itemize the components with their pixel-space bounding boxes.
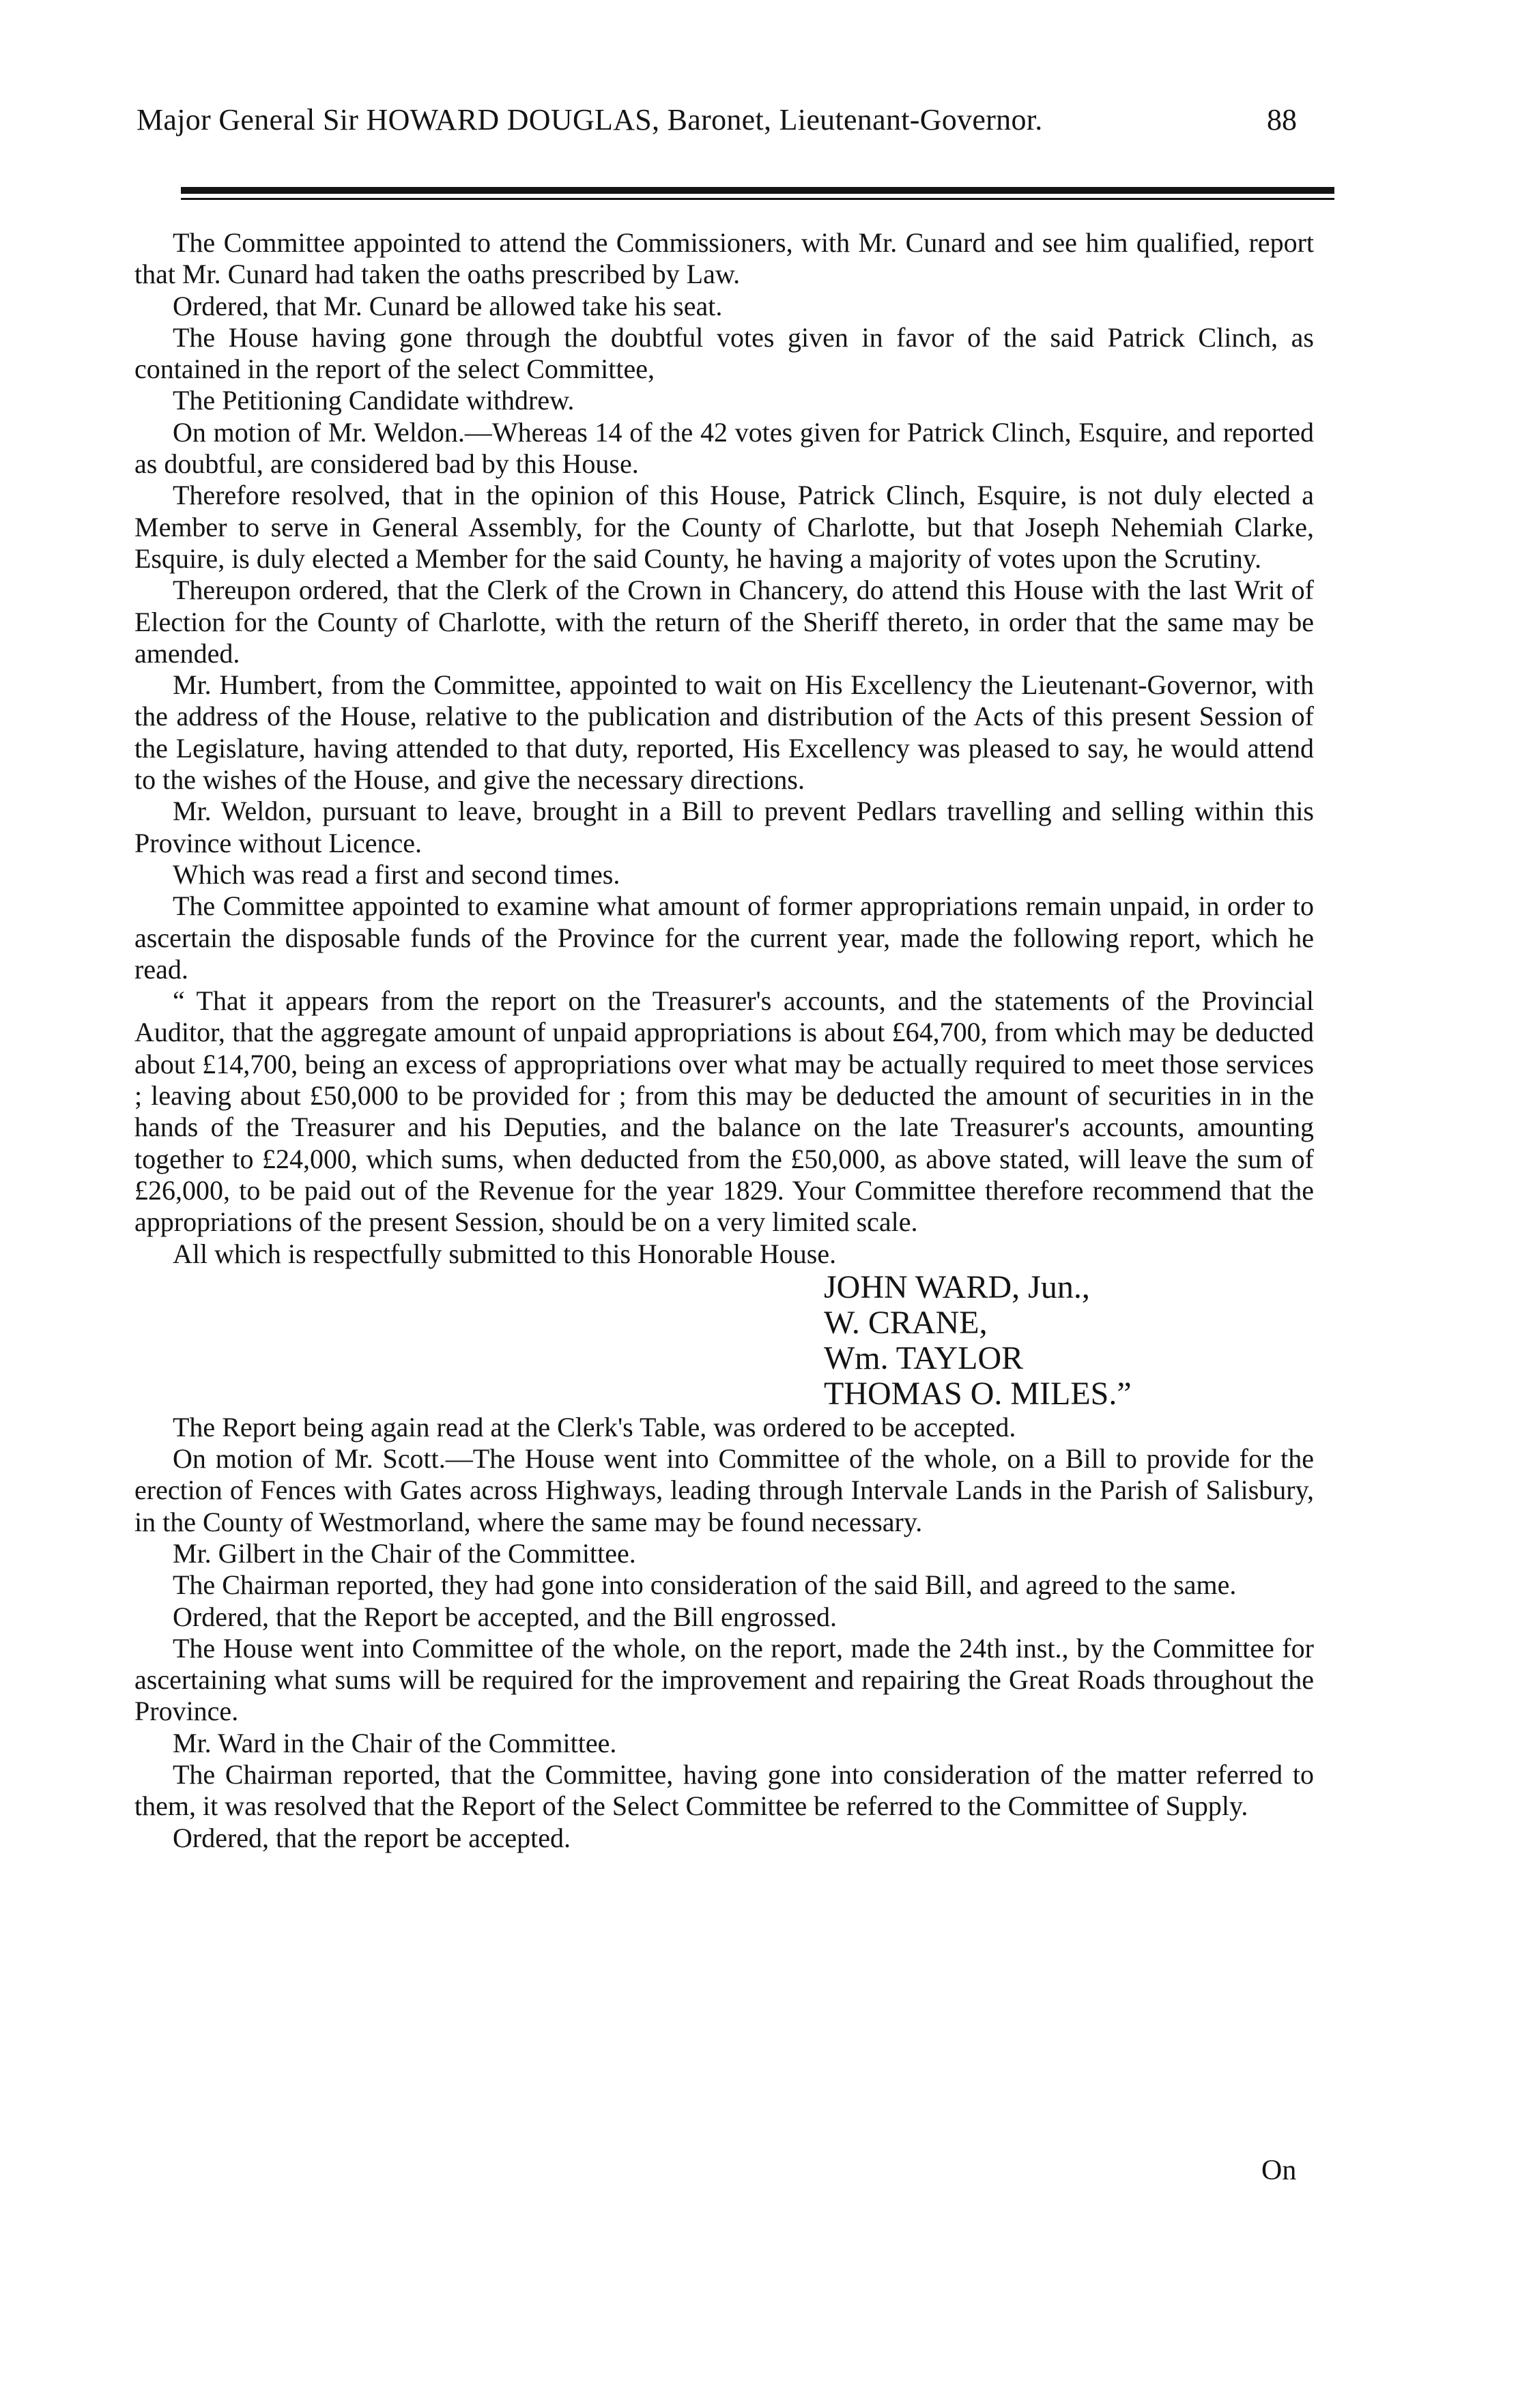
paragraph: Mr. Humbert, from the Committee, appointed to wait on His Excellency the Lieutenant-Governor, with the address of the House, relative to the publication and distribution of the Acts of this present Session of the Legislature, having attended to that duty, reported, His Excellency was pleased to say, he would attend to the wishes of the House, and give the necessary directions. [134, 669, 1314, 796]
paragraph: The House having gone through the doubtful votes given in favor of the said Patrick Clinch, as contained in the report of the select Committee, [134, 321, 1314, 385]
signature-block [824, 1270, 1314, 1412]
signature-john-ward: JOHN WARD, Jun., [824, 1268, 1090, 1305]
signature-wm-taylor: Wm. TAYLOR [824, 1339, 1024, 1376]
journal-body [134, 227, 1314, 1854]
paragraph: Ordered, that Mr. Cunard be allowed take his seat. [173, 290, 723, 321]
paragraph: On motion of Mr. Scott.—The House went into Committee of the whole, on a Bill to provide for the erection of Fences with Gates across Highways, leading through Intervale Lands in the Parish of Salisbury, in the County of Westmorland, where the same may be found necessary. [134, 1443, 1314, 1537]
paragraph: On motion of Mr. Weldon.—Whereas 14 of the 42 votes given for Patrick Clinch, Esquire, and reported as doubtful, are considered bad by this House. [134, 416, 1314, 480]
paragraph: The Petitioning Candidate withdrew. [173, 385, 575, 416]
running-title: Major General Sir HOWARD DOUGLAS, Baronet, Lieutenant-Governor. [137, 103, 1043, 136]
committee-report-quote: “ That it appears from the report on the Treasurer's accounts, and the statements of the Provincial Auditor, that the aggregate amount of unpaid appropriations is about £64,700, from which may be deducted about £14,700, being an excess of appropriations over what may be actually required to meet those services ; leaving about £50,000 to be provided for ; from this may be deducted the amount of securities in in the hands of the Treasurer and his Deputies, and the balance on the late Treasurer's accounts, amounting together to £24,000, which sums, when deducted from the £50,000, as above stated, will leave the sum of £26,000, to be paid out of the Revenue for the year 1829. Your Committee therefore recommend that the appropriations of the present Session, should be on a very limited scale. [134, 985, 1314, 1238]
paragraph: The Committee appointed to examine what amount of former appropriations remain unpaid, in order to ascertain the disposable funds of the Province for the current year, made the following report, which he read. [134, 890, 1314, 985]
paragraph: Ordered, that the Report be accepted, and the Bill engrossed. [173, 1601, 837, 1632]
catchword: On [1261, 2155, 1297, 2186]
paragraph: Mr. Weldon, pursuant to leave, brought in a Bill to prevent Pedlars travelling and selling within this Province without Licence. [134, 796, 1314, 858]
paragraph: Thereupon ordered, that the Clerk of the Crown in Chancery, do attend this House with the last Writ of Election for the County of Charlotte, with the return of the Sheriff thereto, in order that the same may be amended. [134, 575, 1314, 669]
paragraph: The Report being again read at the Clerk's Table, was ordered to be accepted. [173, 1411, 1016, 1442]
paragraph: Ordered, that the report be accepted. [173, 1822, 571, 1853]
signature-w-crane: W. CRANE, [824, 1304, 988, 1341]
header-rule-thin [181, 198, 1334, 200]
paragraph: The House went into Committee of the whole, on the report, made the 24th inst., by the Committee for ascertaining what sums will be required for the improvement and repairing the Great Roads throughout the Province. [134, 1632, 1314, 1727]
page-number: 88 [1267, 103, 1297, 136]
paragraph: Mr. Ward in the Chair of the Committee. [173, 1727, 617, 1758]
page-header [137, 101, 1297, 149]
paragraph: Mr. Gilbert in the Chair of the Committee. [173, 1537, 636, 1569]
paragraph: The Committee appointed to attend the Commissioners, with Mr. Cunard and see him qualified, report that Mr. Cunard had taken the oaths prescribed by Law. [134, 227, 1314, 290]
paragraph: All which is respectfully submitted to this Honorable House. [173, 1238, 837, 1269]
paragraph: Therefore resolved, that in the opinion of this House, Patrick Clinch, Esquire, is not duly elected a Member to serve in General Assembly, for the County of Charlotte, but that Joseph Nehemiah Clarke, Esquire, is duly elected a Member for the said County, he having a majority of votes upon the Scrutiny. [134, 480, 1314, 574]
signature-thomas-miles: THOMAS O. MILES.” [824, 1375, 1132, 1412]
paragraph: The Chairman reported, they had gone into consideration of the said Bill, and agreed to the same. [173, 1569, 1237, 1601]
paragraph: The Chairman reported, that the Committee, having gone into consideration of the matter referred to them, it was resolved that the Report of the Select Committee be referred to the Committee of Supply. [134, 1759, 1314, 1822]
paragraph: Which was read a first and second times. [173, 858, 620, 890]
header-rule-thick [181, 187, 1334, 194]
